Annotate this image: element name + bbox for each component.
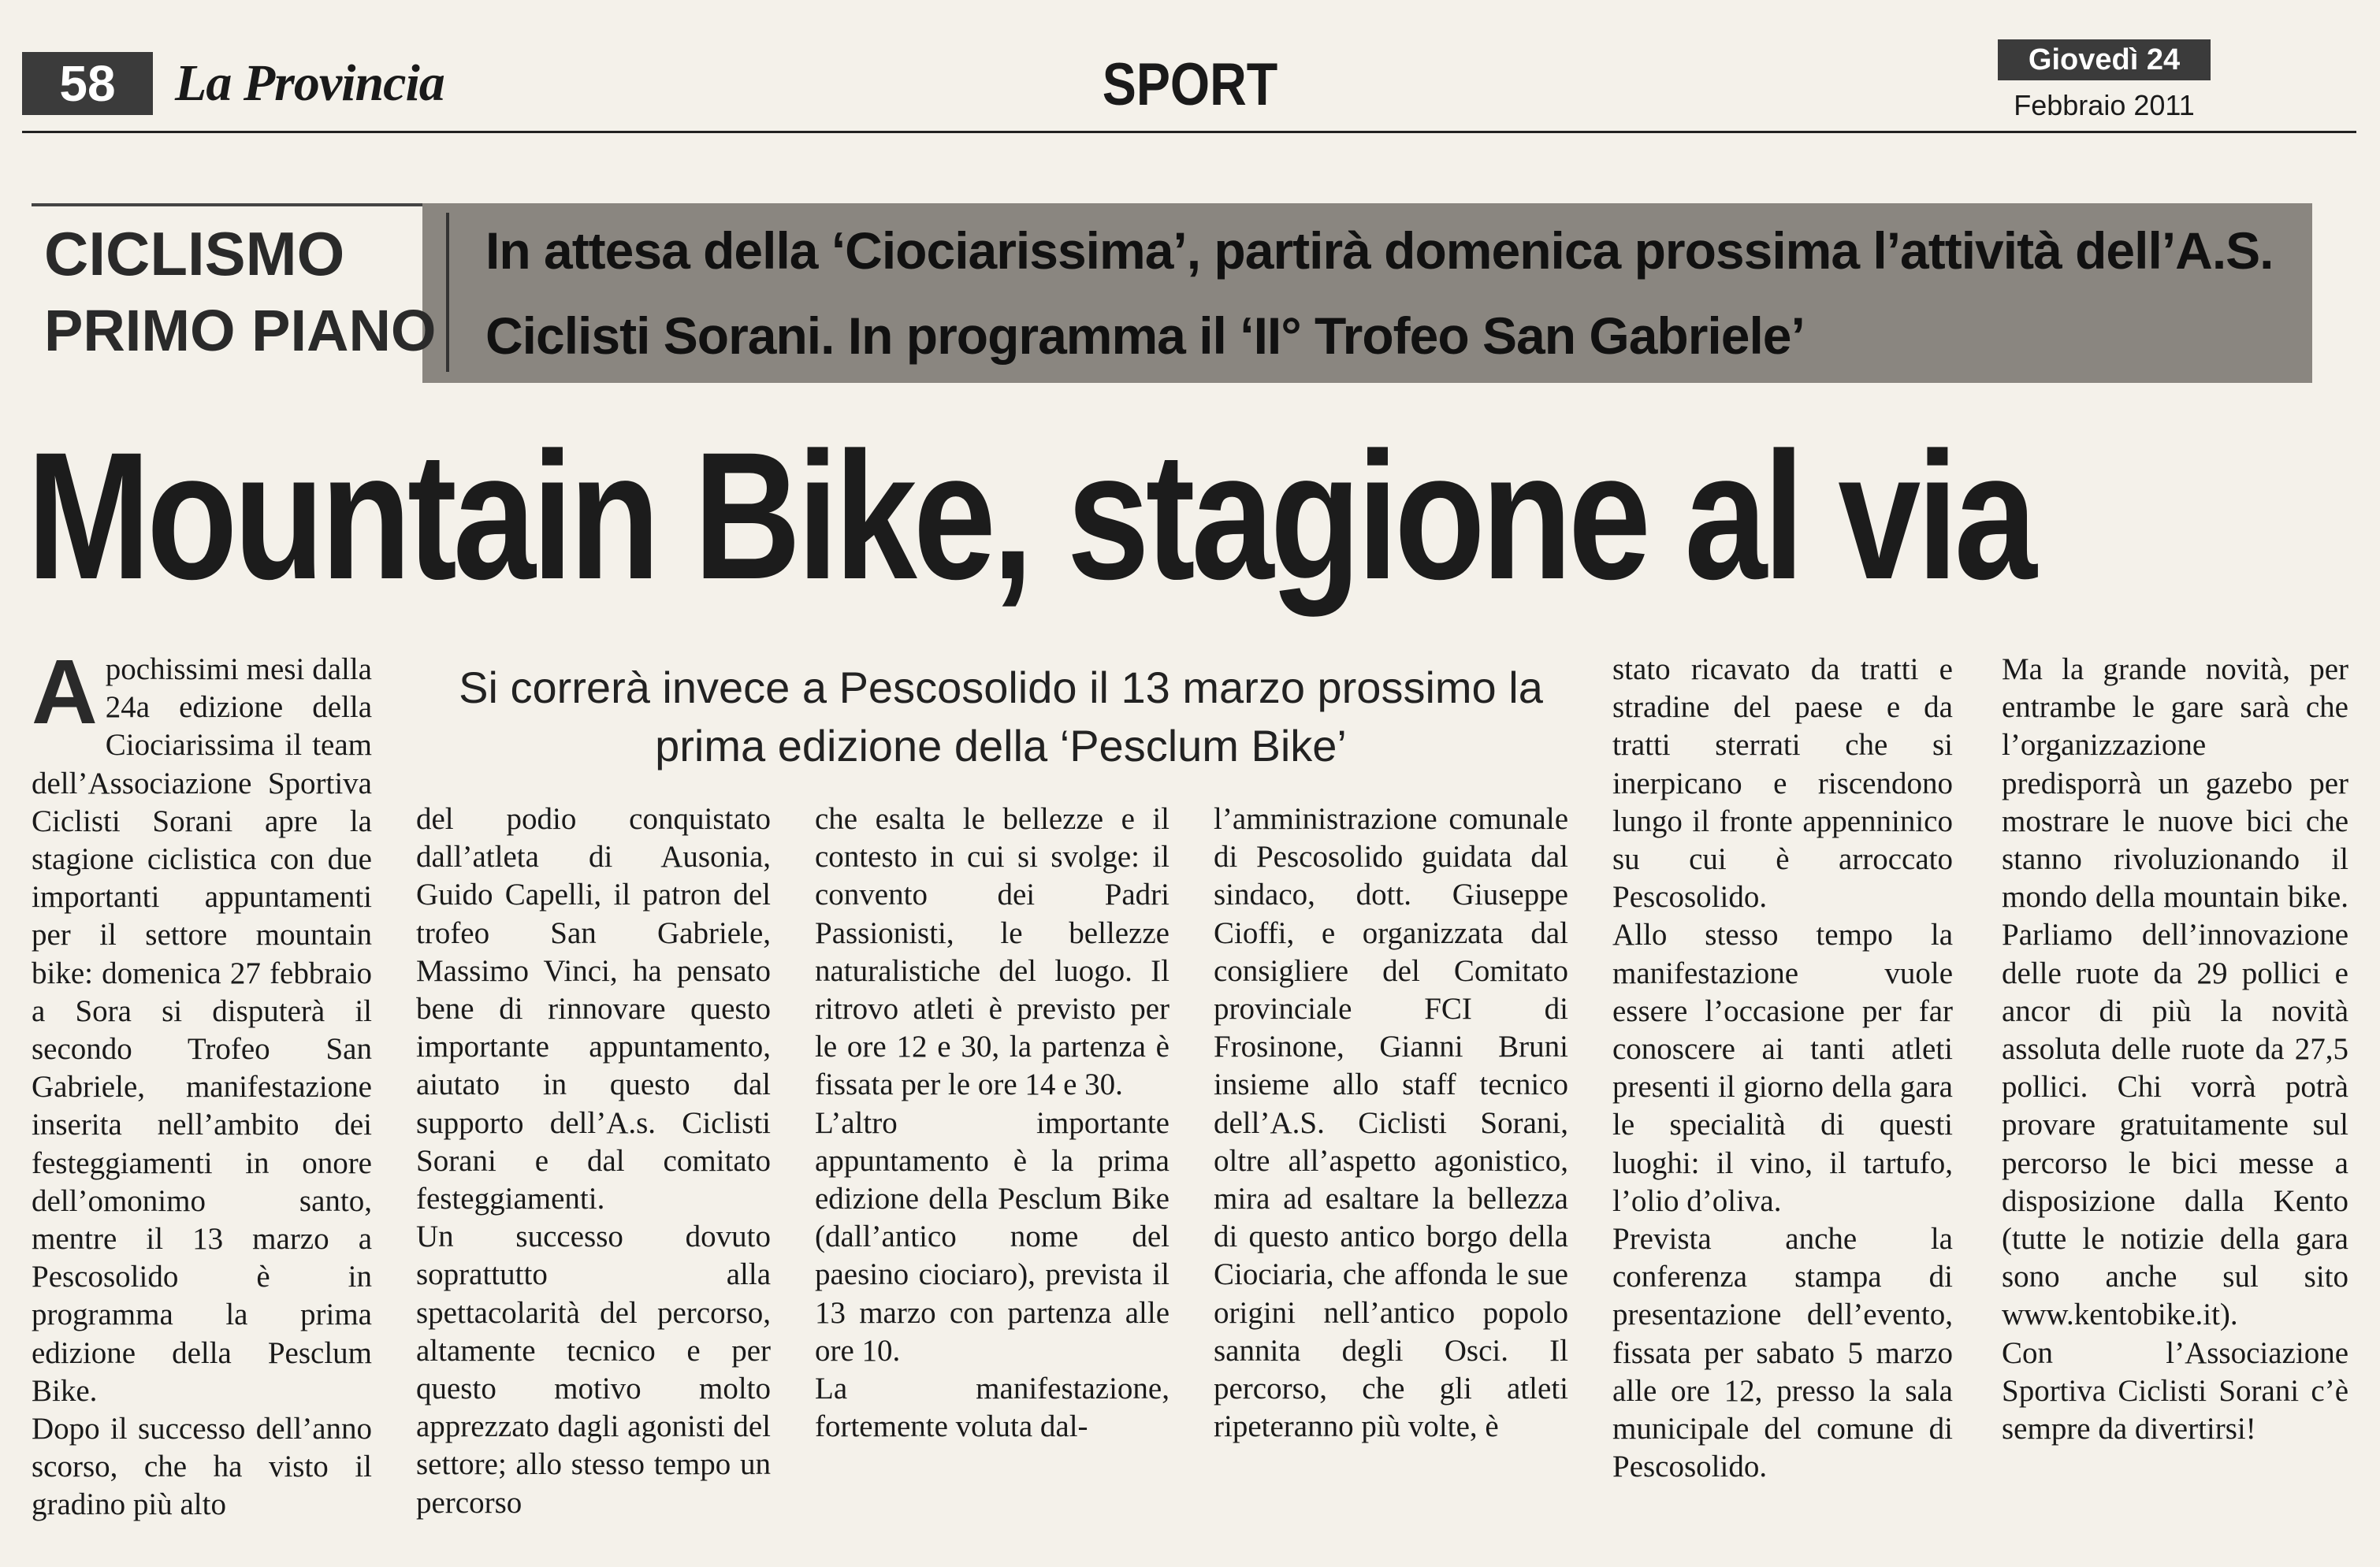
article-column-5	[1612, 651, 1953, 1486]
article-column-6	[2002, 651, 2348, 1448]
section-title: SPORT	[1102, 51, 1278, 118]
column-5-paragraph-2: Allo stesso tempo la manifestazione vuole essere l’occasione per far conoscere ai tanti atleti presenti il giorno della gara le specialità di questi luoghi: il vino, il tartufo, l’olio d’oliva.	[1612, 918, 1953, 1218]
issue-month-year: Febbraio 2011	[2014, 89, 2195, 121]
column-1-paragraph-2: Dopo il successo dell’anno scorso, che ha visto il gradino più alto	[32, 1412, 372, 1522]
column-2-paragraph-2: Un successo dovuto soprattutto alla spettacolarità del percorso, altamente tecnico e per questo motivo molto apprezzato dagli agonisti del settore; allo stesso tempo un percorso	[416, 1220, 771, 1520]
column-3-paragraph-1: che esalta le bellezze e il contesto in cui si svolge: il convento dei Padri Passionisti, le bellezze naturalistiche del luogo. Il ritrovo atleti è previsto per le ore 12 e 30, la partenza è fissata per le ore 14 e 30.	[815, 802, 1170, 1102]
kicker-category: CICLISMO	[44, 219, 345, 288]
issue-day: Giovedì 24	[1998, 39, 2211, 80]
column-5-paragraph-1: stato ricavato da tratti e stradine del paese e da tratti sterrati che si inerpicano e riscendono lungo il fronte appenninico su cui è arroccato Pescosolido.	[1612, 652, 1953, 915]
column-3-paragraph-2: L’altro importante appuntamento è la prima edizione della Pesclum Bike (dall’antico nome del paesino ciociaro), prevista il 13 marzo con partenza alle ore 10.	[815, 1105, 1170, 1368]
article-column-3	[815, 800, 1170, 1446]
column-5-paragraph-3: Prevista anche la conferenza stampa di presentazione dell’evento, fissata per sabato 5 marzo alle ore 12, presso la sala municipale del comune di Pescosolido.	[1612, 1222, 1953, 1484]
column-6-paragraph-1: Ma la grande novità, per entrambe le gare sarà che l’organizzazione predisporrà un gazebo per mostrare le nuove bici che stanno rivoluzionando il mondo della mountain bike. Parliamo dell’innovazione delle ruote da 29 pollici e ancor di più la novità assoluta delle ruote da 27,5 pollici. Chi vorrà potrà provare gratuitamente sul percorso le bici messe a disposizione dalla Kento (tutte le notizie della gara sono anche sul sito www.kentobike.it).	[2002, 652, 2348, 1332]
header-divider	[22, 131, 2356, 133]
article-subheadline: Si correrà invece a Pescosolido il 13 marzo prossimo la prima edizione della ‘Pesclum Bike’	[459, 663, 1543, 771]
article-column-1	[32, 641, 372, 1524]
article-column-4	[1214, 800, 1568, 1446]
column-3-paragraph-3: La manifestazione, fortemente voluta dal-	[815, 1372, 1170, 1444]
page-number: 58	[22, 52, 153, 115]
kicker-subcategory: PRIMO PIANO	[44, 298, 437, 363]
article-column-2	[416, 800, 771, 1522]
article-headline: Mountain Bike, stagione al via	[27, 414, 2033, 617]
column-1-paragraph-1: pochissimi mesi dalla 24a edizione della Ciociarissima il team dell’Associazione Sportiva Ciclisti Sorani apre la stagione ciclistica con due importanti appuntamenti per il settore mountain bike: domenica 27 febbraio a Sora si disputerà il secondo Trofeo San Gabriele, manifestazione inserita nell’ambito dei festeggiamenti in onore dell’omonimo santo, mentre il 13 marzo a Pescosolido è in programma la prima edizione della Pesclum Bike.	[32, 652, 372, 1408]
newspaper-masthead: La Provincia	[175, 54, 444, 112]
column-4-paragraph-1: l’amministrazione comunale di Pescosolido guidata dal sindaco, dott. Giuseppe Cioffi, e organizzata dal consigliere del Comitato provinciale FCI di Frosinone, Gianni Bruni insieme allo staff tecnico dell’A.S. Ciclisti Sorani, oltre all’aspetto agonistico, mira ad esaltare la bellezza di questo antico borgo della Ciociaria, che affonda le sue origini nell’antico popolo sannita degli Osci. Il percorso, che gli atleti ripeteranno più volte, è	[1214, 802, 1568, 1444]
column-2-paragraph-1: del podio conquistato dall’atleta di Ausonia, Guido Capelli, il patron del trofeo San Gabriele, Massimo Vinci, ha pensato bene di rinnovare questo importante appuntamento, aiutato in questo dal supporto dell’A.s. Ciclisti Sorani e dal comitato festeggiamenti.	[416, 802, 771, 1216]
drop-cap: A	[32, 641, 98, 743]
article-deck: In attesa della ‘Ciociarissima’, partirà domenica prossima l’attività dell’A.S. Ciclisti Sorani. In programma il ‘II° Trofeo San Gabriele’	[485, 221, 2274, 365]
column-6-paragraph-2: Con l’Associazione Sportiva Ciclisti Sorani c’è sempre da divertirsi!	[2002, 1335, 2348, 1446]
